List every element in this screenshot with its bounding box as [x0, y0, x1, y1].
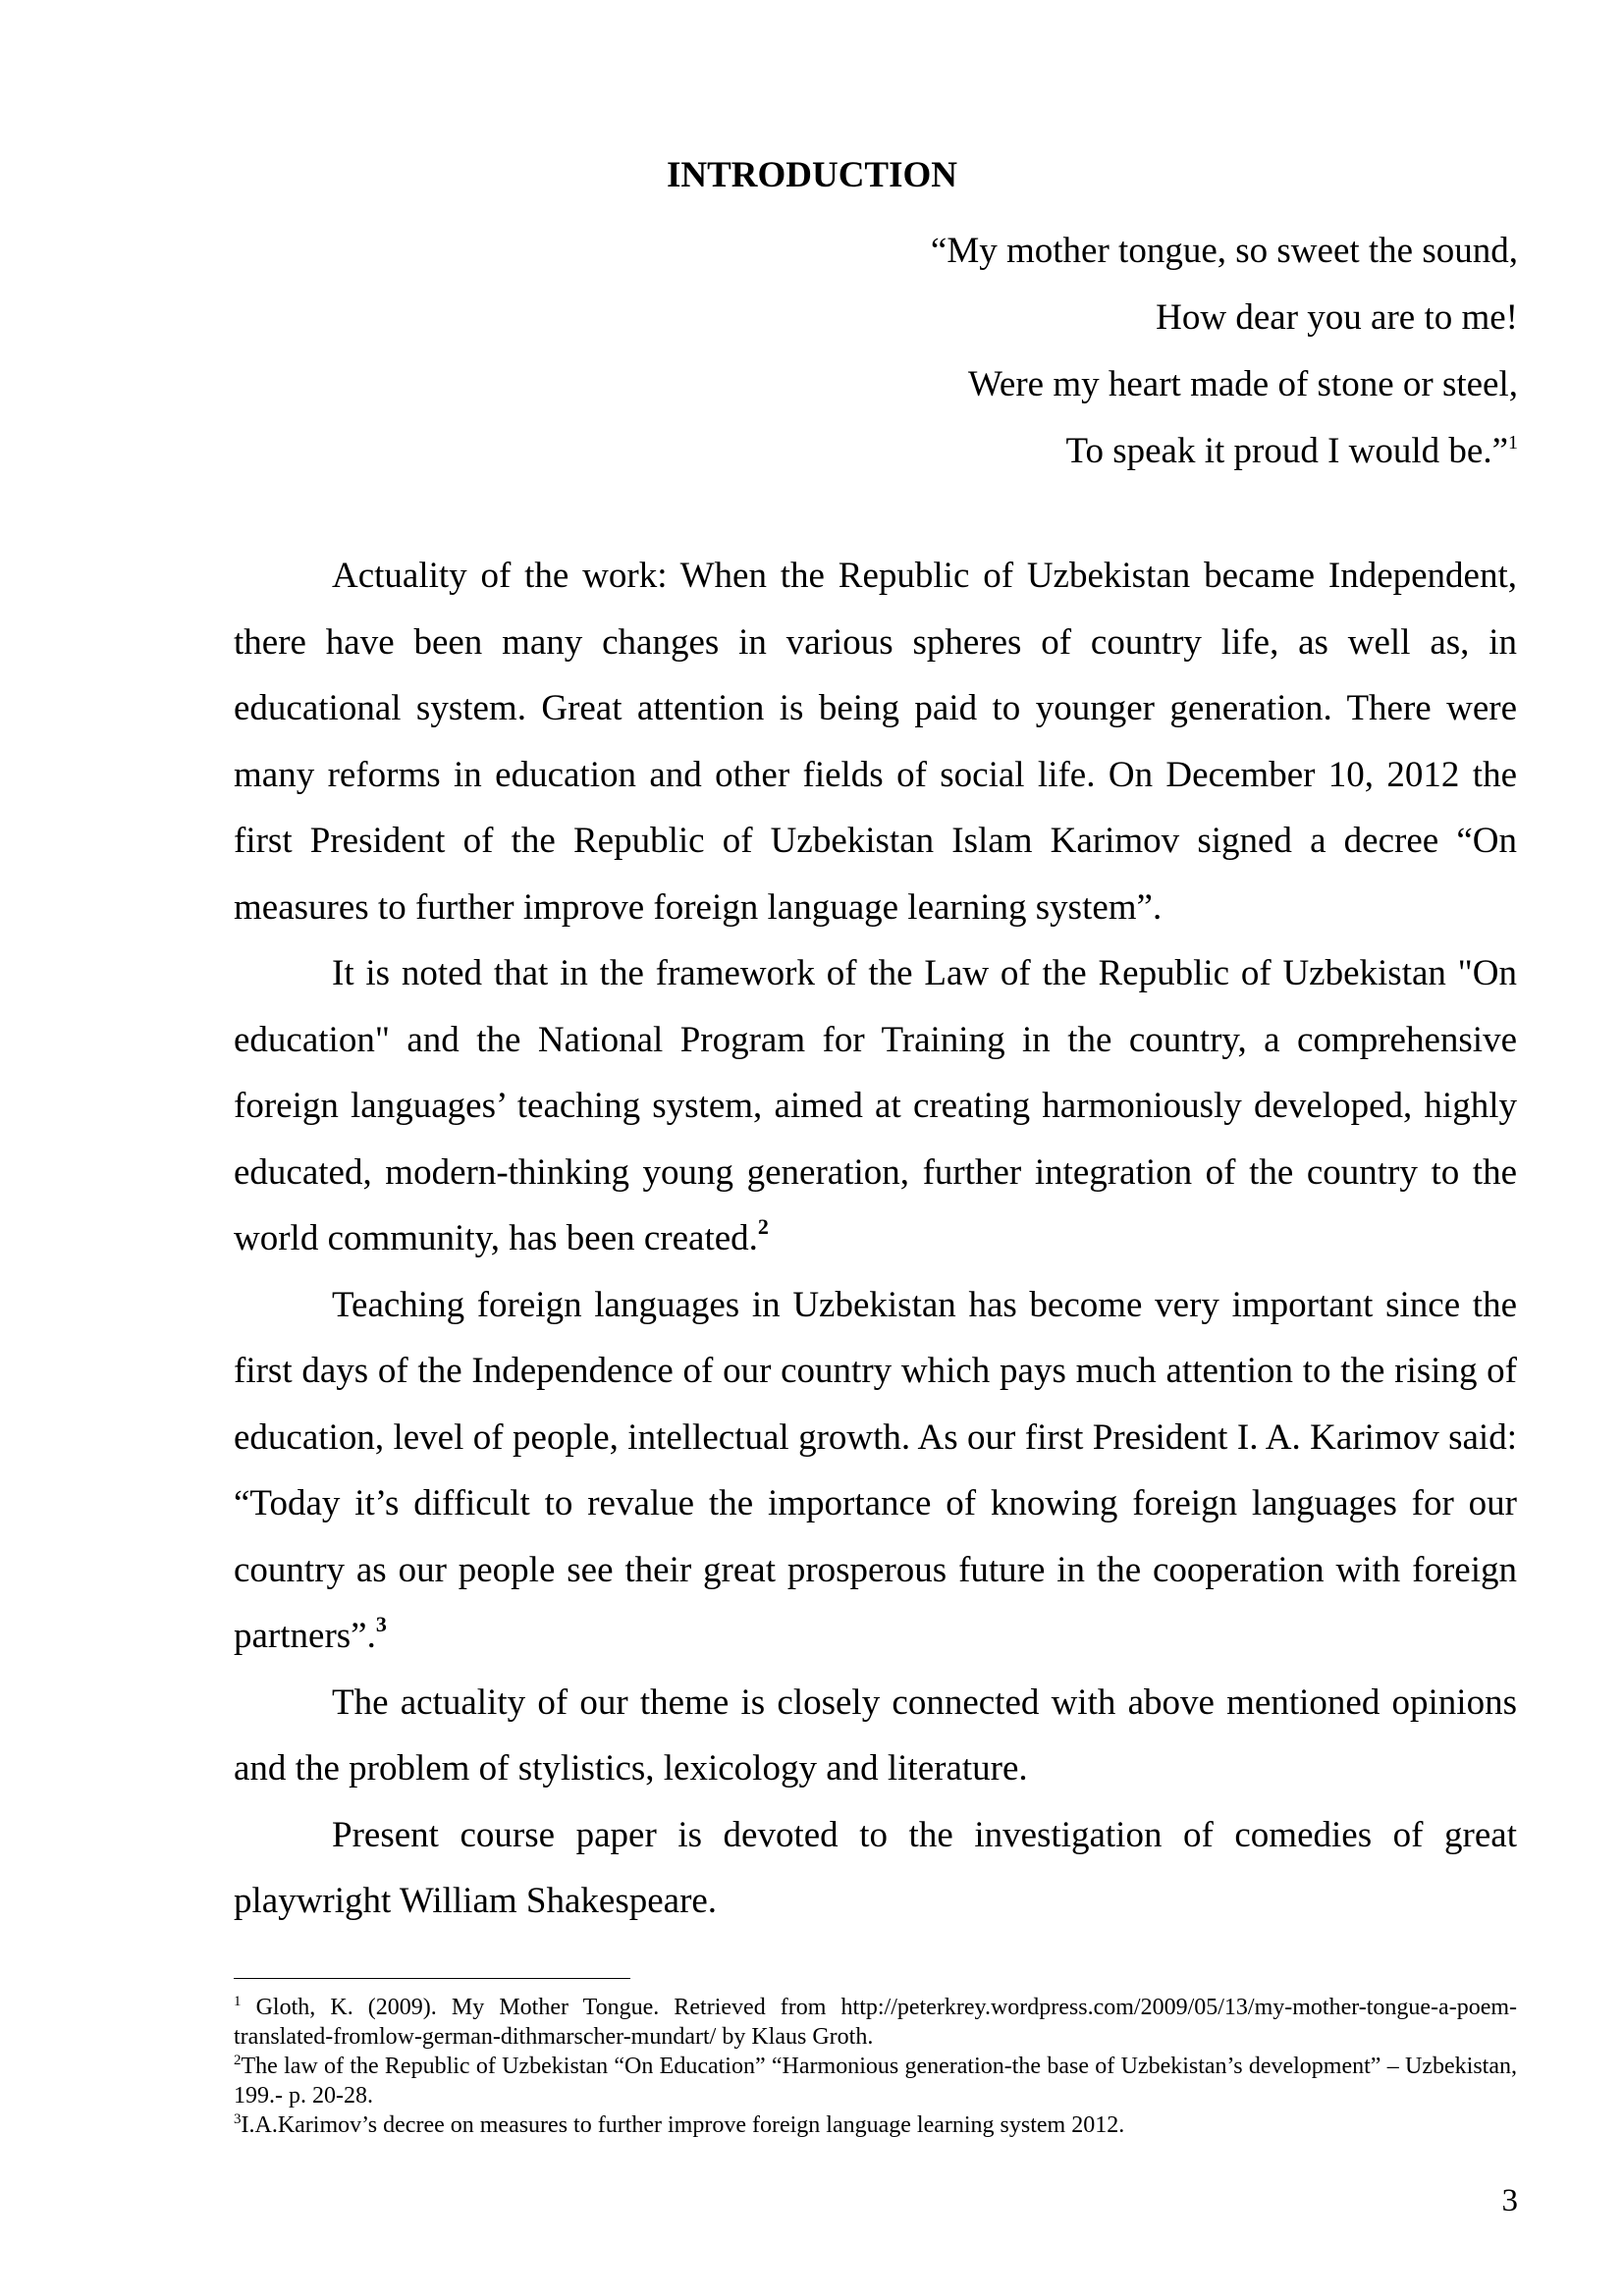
epigraph-line: “My mother tongue, so sweet the sound, — [930, 231, 1518, 271]
footnote-reference: 2 — [757, 1214, 769, 1239]
paragraph: Present course paper is devoted to the investigation of comedies of great playwright William Shakespeare. — [234, 1814, 1517, 1921]
paragraph: Actuality of the work: When the Republic of Uzbekistan became Independent, there have been many changes in various spheres of country life, as well as, in educational system. Great attention is being paid to younger generation. There were many reforms in education and other fields of social life. On December 10, 2012 the first President of the Republic of Uzbekistan Islam Karimov signed a decree “On measures to further improve foreign language learning system”. — [234, 556, 1517, 928]
footnote: $^3$I.A.Karimov’s decree on measures to further improve foreign language learning system 2012. — [234, 2111, 1125, 2138]
epigraph — [732, 218, 1518, 485]
paragraph: Teaching foreign languages in Uzbekistan has become very important since the first days of the Independence of our country which pays much attention to the rising of education, level of people, intellectual growth. As our first President I. A. Karimov said: “Today it’s difficult to revalue the importance of knowing foreign languages for our country as our people see their great prosperous future in the cooperation with foreign partners”.$^3$ — [234, 1284, 1517, 1656]
section-heading: INTRODUCTION — [666, 155, 958, 195]
paragraph: The actuality of our theme is closely connected with above mentioned opinions and the problem of stylistics, lexicology and literature. — [234, 1682, 1517, 1789]
footnote-number: 3 — [234, 2111, 242, 2127]
epigraph-line: How dear you are to me! — [1156, 297, 1518, 338]
footnote-number: 2 — [234, 2053, 242, 2068]
footnote-reference: 1 — [1508, 432, 1518, 454]
footnote: $^1$ Gloth, K. (2009). My Mother Tongue. Retrieved from http://peterkrey.wordpress.com/2009/05/13/my-mother-tongue-a-poem-translated-fromlow-german-dithmarscher-mundart/ by Klaus Groth. — [234, 1994, 1517, 2050]
epigraph-line: Were my heart made of stone or steel, — [967, 364, 1518, 404]
body-text — [234, 543, 1517, 1935]
footnotes — [234, 1993, 1517, 2140]
epigraph-line: To speak it proud I would be.”$^1$ — [1065, 431, 1518, 471]
page-number: 3 — [1501, 2183, 1518, 2218]
footnote-separator — [234, 1978, 630, 1979]
footnote-number: 1 — [234, 1994, 242, 2009]
paragraph: It is noted that in the framework of the Law of the Republic of Uzbekistan "On education" and the National Program for Training in the country, a comprehensive foreign languages’ teaching system, aimed at creating harmoniously developed, highly educated, modern-thinking young generation, further integration of the country to the world community, has been created.$^2$ — [234, 953, 1517, 1258]
footnote-reference: 3 — [375, 1612, 387, 1636]
footnote: $^2$The law of the Republic of Uzbekistan “On Education” “Harmonious generation-the base of Uzbekistan’s development” – Uzbekistan, 199.- p. 20-28. — [234, 2053, 1517, 2109]
